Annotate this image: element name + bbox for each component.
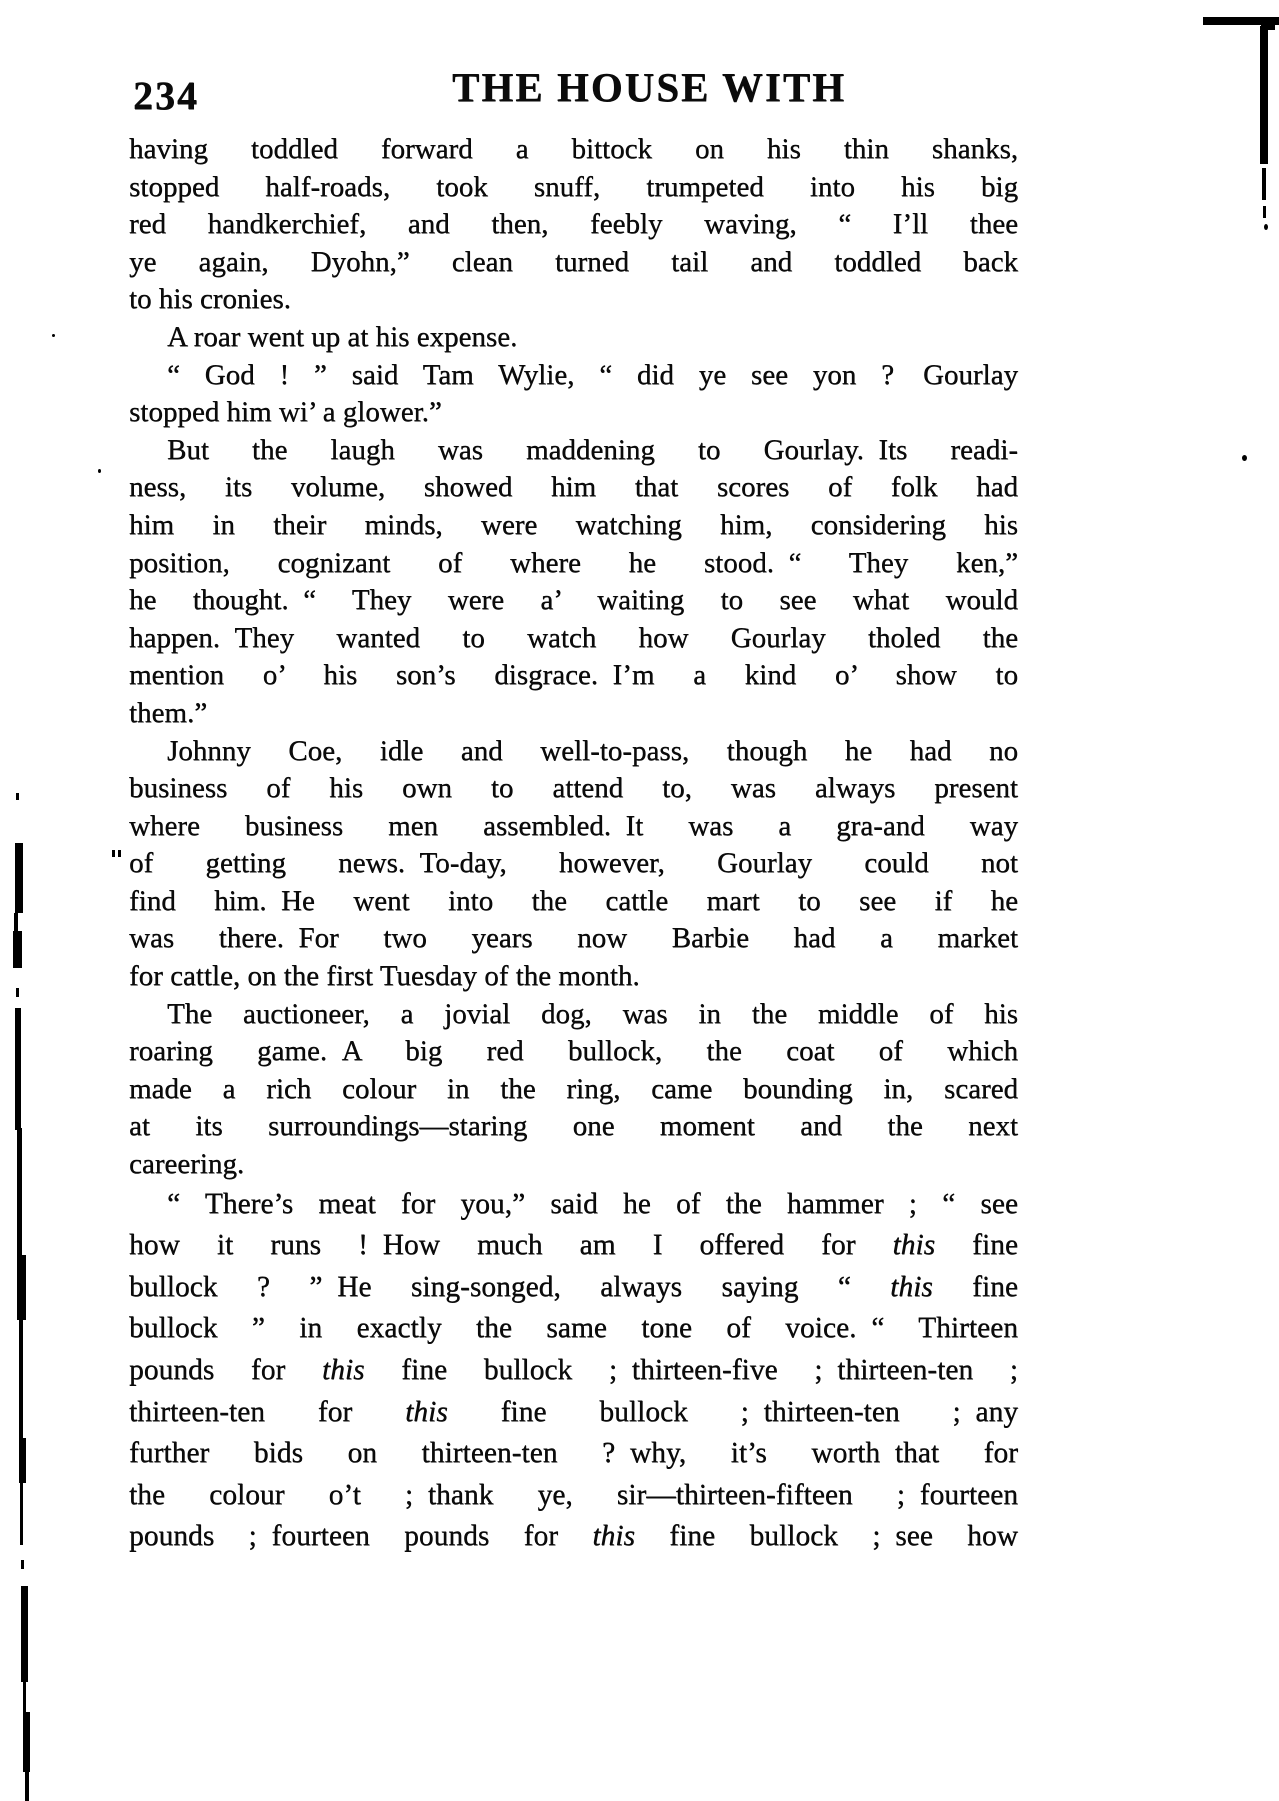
text-line: careering. <box>129 1148 245 1181</box>
scan-artifact-ditto-mark <box>112 850 115 857</box>
scan-artifact-binding <box>17 1255 26 1320</box>
scan-artifact-binding <box>19 1320 23 1438</box>
text-line: bullock ” in exactly the same tone of voice. “ Thirteen <box>129 1312 1018 1345</box>
scan-artifact-corner-vertical-fade <box>1262 168 1266 200</box>
scan-artifact-speck <box>1242 455 1247 461</box>
scan-artifact-binding <box>14 913 18 931</box>
scan-artifact-binding <box>15 843 23 913</box>
text-line: pounds ; fourteen pounds for this fine bullock ; see how <box>129 1520 1018 1553</box>
text-line: further bids on thirteen-ten ? why, it’s worth that for <box>129 1437 1018 1470</box>
text-line: Johnny Coe, idle and well-to-pass, though he had no <box>167 734 1018 767</box>
text-line: pounds for this fine bullock ; thirteen-five ; thirteen-ten ; <box>129 1354 1018 1386</box>
text-line: But the laugh was maddening to Gourlay. Its readi- <box>167 433 1018 466</box>
scan-artifact-speck <box>52 334 55 337</box>
text-line: “ There’s meat for you,” said he of the hammer ; “ see <box>167 1187 1018 1220</box>
text-line: roaring game. A big red bullock, the coat of which <box>129 1035 1018 1068</box>
text-line: at its surroundings—staring one moment and the next <box>129 1110 1018 1143</box>
text-line: The auctioneer, a jovial dog, was in the middle of his <box>167 997 1018 1030</box>
scan-artifact-corner-dash <box>1263 206 1266 218</box>
scan-artifact-binding <box>13 931 22 968</box>
text-line: thirteen-ten for this fine bullock ; thirteen-ten ; any <box>129 1395 1018 1428</box>
text-line: of getting news. To-day, however, Gourlay could not <box>129 847 1018 880</box>
text-line: he thought. “ They were a’ waiting to see what would <box>129 584 1018 617</box>
page-number: 234 <box>133 73 199 118</box>
text-line: having toddled forward a bittock on his thin shanks, <box>129 133 1018 165</box>
scan-artifact-ditto-mark <box>118 850 121 857</box>
text-line: A roar went up at his expense. <box>167 320 518 353</box>
scan-artifact-binding <box>21 1560 24 1569</box>
text-line: the colour o’t ; thank ye, sir—thirteen-fifteen ; fourteen <box>129 1478 1018 1511</box>
scan-artifact-corner-vertical <box>1260 26 1268 164</box>
text-line: where business men assembled. It was a gra-and way <box>129 809 1018 842</box>
text-line: bullock ? ” He sing-songed, always saying “ this fine <box>129 1270 1018 1303</box>
text-line: made a rich colour in the ring, came bounding in, scared <box>129 1072 1018 1105</box>
text-line: them.” <box>129 696 208 729</box>
text-line: “ God ! ” said Tam Wylie, “ did ye see yon ? Gourlay <box>167 358 1018 391</box>
text-line: business of his own to attend to, was always present <box>129 772 1018 805</box>
text-line: ness, its volume, showed him that scores of folk had <box>129 471 1018 504</box>
scan-artifact-binding <box>15 1008 21 1130</box>
text-line: to his cronies. <box>129 283 291 316</box>
scan-artifact-speck <box>98 469 101 473</box>
text-line: ye again, Dyohn,” clean turned tail and toddled back <box>129 245 1018 278</box>
scan-artifact-binding <box>16 793 19 800</box>
scan-artifact-binding <box>23 1712 30 1772</box>
text-line: was there. For two years now Barbie had a market <box>129 922 1018 955</box>
text-line: for cattle, on the first Tuesday of the month. <box>129 960 640 993</box>
text-line: mention o’ his son’s disgrace. I’m a kind o’ show to <box>129 659 1018 692</box>
scan-artifact-binding <box>25 1772 29 1801</box>
text-line: how it runs ! How much am I offered for this fine <box>129 1229 1018 1262</box>
scan-artifact-binding <box>16 988 19 997</box>
text-line: stopped him wi’ a glower.” <box>129 396 442 429</box>
text-line: red handkerchief, and then, feebly waving, “ I’ll thee <box>129 208 1018 241</box>
running-title: THE HOUSE WITH <box>452 64 847 110</box>
text-line: stopped half-roads, took snuff, trumpeted into his big <box>129 170 1018 203</box>
text-line: position, cognizant of where he stood. “ They ken,” <box>129 546 1018 579</box>
text-line: him in their minds, were watching him, considering his <box>129 508 1018 541</box>
scan-artifact-corner-dot <box>1264 224 1268 230</box>
body-text <box>129 131 1018 1558</box>
text-line: find him. He went into the cattle mart to see if he <box>129 884 1018 917</box>
scan-artifact-binding <box>19 1438 26 1483</box>
scan-artifact-binding <box>20 1483 23 1545</box>
scan-artifact-binding <box>17 1128 22 1255</box>
scan-artifact-binding <box>21 1586 28 1682</box>
scan-artifact-binding <box>23 1682 26 1712</box>
text-line: happen. They wanted to watch how Gourlay tholed the <box>129 621 1018 654</box>
